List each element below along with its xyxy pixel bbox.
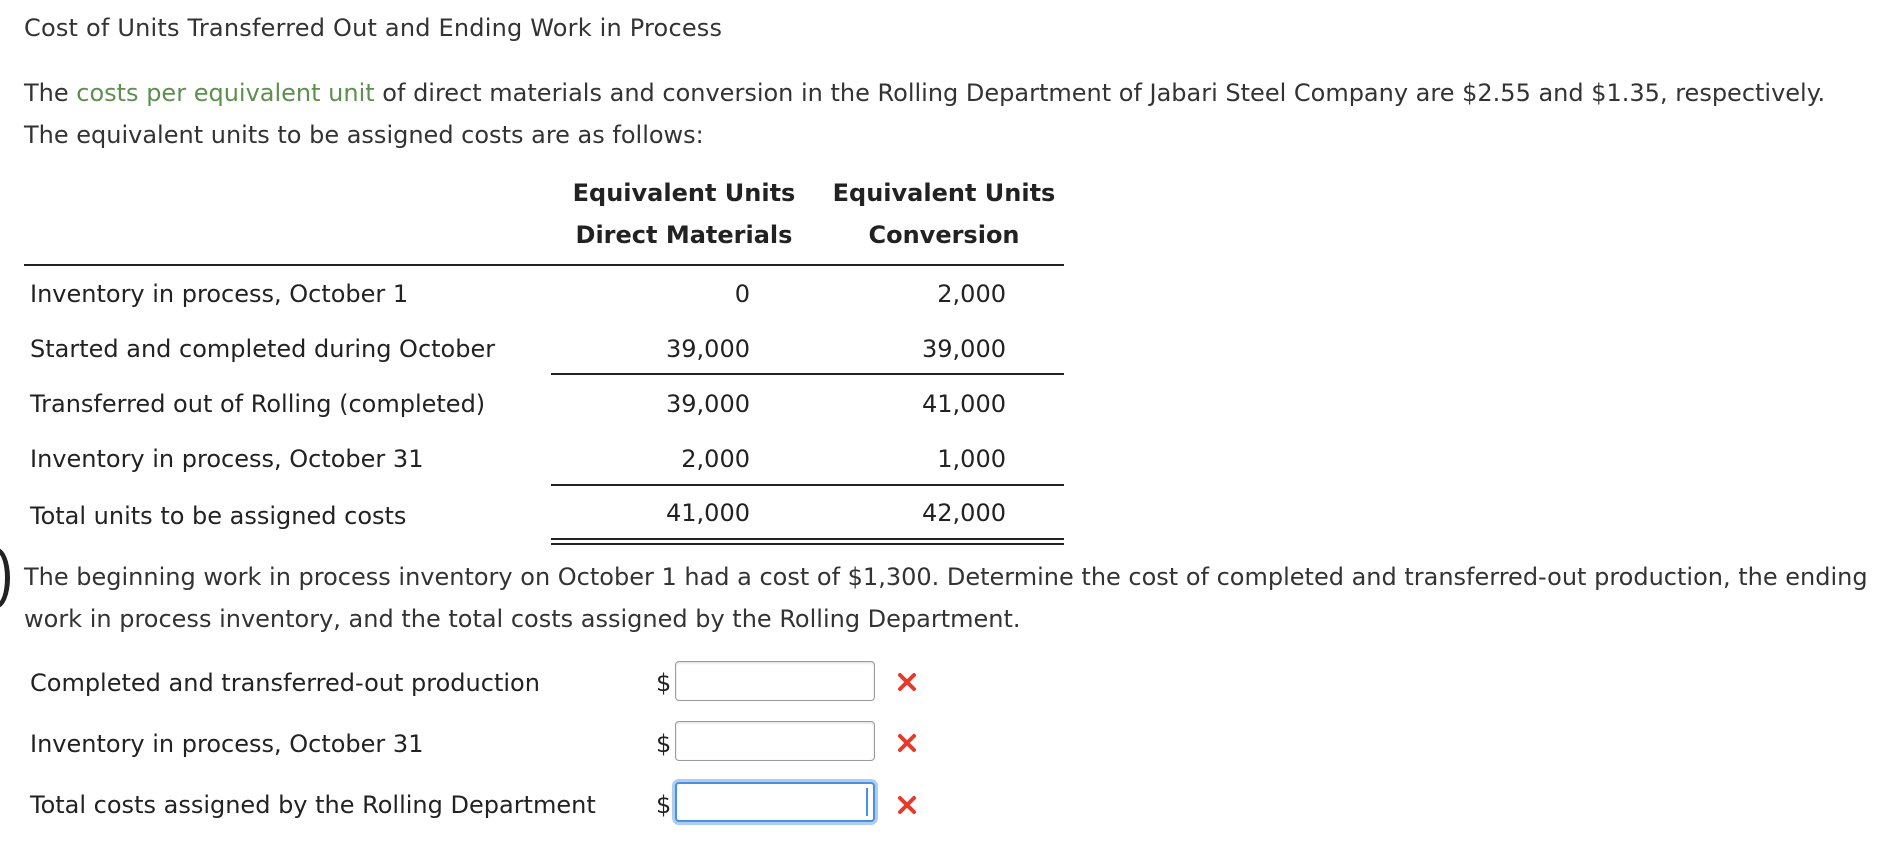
total-rule xyxy=(551,484,1064,486)
left-edge-marker xyxy=(0,548,10,608)
cell-cv-inventory-oct-1: 2,000 xyxy=(937,280,1006,308)
row-label-inventory-oct-1: Inventory in process, October 1 xyxy=(30,280,409,308)
answer-label-inventory-oct-31: Inventory in process, October 31 xyxy=(30,730,424,758)
header-rule xyxy=(24,264,1064,266)
incorrect-x-icon xyxy=(896,732,918,754)
dollar-sign: $ xyxy=(656,669,672,697)
incorrect-x-icon xyxy=(896,794,918,816)
cell-cv-transferred-out: 41,000 xyxy=(922,390,1006,418)
double-rule-top xyxy=(551,538,1064,540)
cell-dm-inventory-oct-1: 0 xyxy=(734,280,750,308)
row-label-started-completed: Started and completed during October xyxy=(30,335,496,363)
answer-label-total-costs: Total costs assigned by the Rolling Department xyxy=(30,791,596,819)
header-conversion-line1: Equivalent Units xyxy=(832,179,1056,207)
inventory-oct-31-input[interactable] xyxy=(675,721,875,761)
header-conversion xyxy=(824,172,1064,256)
cell-dm-inventory-oct-31: 2,000 xyxy=(681,445,750,473)
double-rule-bottom xyxy=(551,543,1064,545)
total-costs-input[interactable] xyxy=(675,782,875,822)
text-caret xyxy=(866,788,868,816)
cell-dm-transferred-out: 39,000 xyxy=(666,390,750,418)
intro-text-end: of direct materials and conversion in the Rolling Department of Jabari Steel Company are $2.55 and $1.35, respectively. The equivalent units to be assigned costs are as follows: xyxy=(24,79,1826,149)
row-label-inventory-oct-31: Inventory in process, October 31 xyxy=(30,445,424,473)
cell-dm-started-completed: 39,000 xyxy=(666,335,750,363)
cell-cv-inventory-oct-31: 1,000 xyxy=(937,445,1006,473)
answer-label-completed-transferred: Completed and transferred-out production xyxy=(30,669,540,697)
subtotal-rule xyxy=(551,373,1064,375)
header-conversion-line2: Conversion xyxy=(868,221,1020,249)
intro-paragraph xyxy=(24,72,1874,156)
row-label-transferred-out: Transferred out of Rolling (completed) xyxy=(30,390,486,418)
cell-dm-total-units: 41,000 xyxy=(666,499,750,527)
cell-cv-started-completed: 39,000 xyxy=(922,335,1006,363)
page-title: Cost of Units Transferred Out and Ending Work in Process xyxy=(24,14,723,42)
cell-cv-total-units: 42,000 xyxy=(922,499,1006,527)
dollar-sign: $ xyxy=(656,730,672,758)
header-direct-materials-line2: Direct Materials xyxy=(575,221,793,249)
row-label-total-units: Total units to be assigned costs xyxy=(30,502,407,530)
header-direct-materials-line1: Equivalent Units xyxy=(572,179,796,207)
costs-per-equivalent-unit-link[interactable]: costs per equivalent unit xyxy=(76,79,375,107)
completed-transferred-input[interactable] xyxy=(675,661,875,701)
dollar-sign: $ xyxy=(656,791,672,819)
header-direct-materials xyxy=(564,172,804,256)
intro-text-start: The xyxy=(24,79,77,107)
question-paragraph: The beginning work in process inventory on October 1 had a cost of $1,300. Determine the cost of completed and transferred-out production, the ending work in process inventory, and the total costs assigned by the Rolling Department. xyxy=(24,563,1868,633)
incorrect-x-icon xyxy=(896,671,918,693)
